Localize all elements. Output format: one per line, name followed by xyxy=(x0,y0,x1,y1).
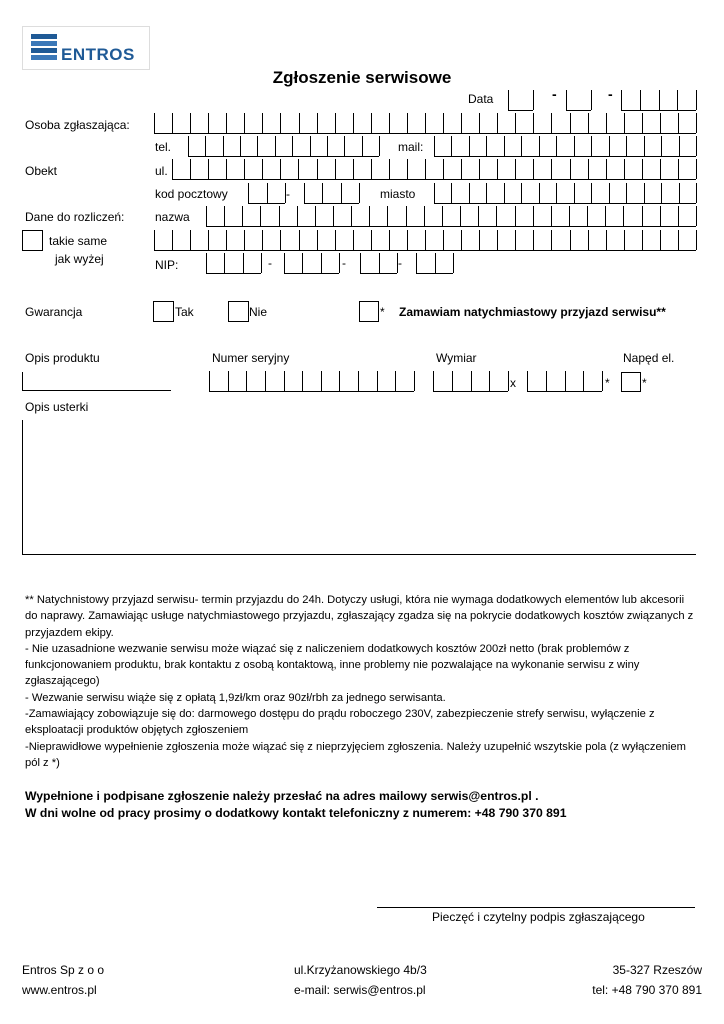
cell-divider xyxy=(395,371,396,391)
cell-divider xyxy=(515,113,516,133)
cell-divider xyxy=(284,371,285,391)
cell-divider xyxy=(425,159,426,179)
cell-divider xyxy=(379,253,380,273)
cell-divider xyxy=(551,159,552,179)
cell-divider xyxy=(377,371,378,391)
cell-divider xyxy=(570,159,571,179)
date-label: Data xyxy=(468,92,494,106)
cell-divider xyxy=(414,371,415,391)
dimension-width-field[interactable] xyxy=(433,371,508,392)
logo-mark-icon xyxy=(31,34,57,62)
cell-divider xyxy=(358,371,359,391)
dimension-label: Wymiar xyxy=(436,351,477,365)
postal-sep: - xyxy=(286,187,290,201)
cell-divider xyxy=(262,230,263,250)
cell-divider xyxy=(696,206,697,226)
cell-divider xyxy=(626,136,627,156)
cell-divider xyxy=(591,183,592,203)
cell-divider xyxy=(642,206,643,226)
cell-divider xyxy=(244,113,245,133)
cell-divider xyxy=(497,159,498,179)
signature-line[interactable] xyxy=(377,907,695,908)
fault-label: Opis usterki xyxy=(25,400,89,414)
footer-phone: tel: +48 790 370 891 xyxy=(592,983,702,997)
cell-divider xyxy=(261,253,262,273)
mail-label: mail: xyxy=(398,140,424,154)
warranty-no-label: Nie xyxy=(249,305,268,319)
city-field[interactable] xyxy=(434,183,696,204)
warranty-label: Gwarancja xyxy=(25,305,83,319)
cell-divider xyxy=(624,230,625,250)
nip-label: NIP: xyxy=(155,258,179,272)
cell-divider xyxy=(574,183,575,203)
nip-sep: - xyxy=(342,256,346,270)
cell-divider xyxy=(435,253,436,273)
dimension-x: x xyxy=(510,376,516,390)
cell-divider xyxy=(539,136,540,156)
cell-divider xyxy=(244,230,245,250)
cell-divider xyxy=(224,253,225,273)
cell-divider xyxy=(425,113,426,133)
footer-website[interactable]: www.entros.pl xyxy=(22,983,97,997)
notes xyxy=(25,592,697,771)
cell-divider xyxy=(407,113,408,133)
date-sep: - xyxy=(608,86,613,102)
warranty-yes-checkbox[interactable] xyxy=(153,301,174,322)
postal-field-1[interactable] xyxy=(248,183,285,204)
cell-divider xyxy=(389,230,390,250)
cell-divider xyxy=(551,113,552,133)
cell-divider xyxy=(317,113,318,133)
cell-divider xyxy=(587,206,588,226)
billing-label: Dane do rozliczeń: xyxy=(25,210,125,224)
cell-divider xyxy=(678,206,679,226)
same-as-above-label: takie same xyxy=(49,234,108,248)
cell-divider xyxy=(302,371,303,391)
cell-divider xyxy=(678,113,679,133)
cell-divider xyxy=(504,136,505,156)
cell-divider xyxy=(335,159,336,179)
cell-divider xyxy=(242,206,243,226)
cell-divider xyxy=(335,230,336,250)
cell-divider xyxy=(642,230,643,250)
cell-divider xyxy=(224,206,225,226)
cell-divider xyxy=(425,230,426,250)
cell-divider xyxy=(407,230,408,250)
postal-field-2[interactable] xyxy=(304,183,359,204)
street-field[interactable] xyxy=(172,159,696,180)
cell-divider xyxy=(387,206,388,226)
cell-divider xyxy=(461,113,462,133)
cell-divider xyxy=(679,136,680,156)
warranty-yes-label: Tak xyxy=(175,305,194,319)
cell-divider xyxy=(335,113,336,133)
cell-divider xyxy=(208,113,209,133)
cell-divider xyxy=(172,113,173,133)
cell-divider xyxy=(508,371,509,391)
cell-divider xyxy=(369,206,370,226)
cell-divider xyxy=(606,113,607,133)
cell-divider xyxy=(265,371,266,391)
cell-divider xyxy=(351,206,352,226)
cell-divider xyxy=(659,90,660,110)
express-star: * xyxy=(380,305,385,319)
street-label: ul. xyxy=(155,164,168,178)
cell-divider xyxy=(371,230,372,250)
mail-field[interactable] xyxy=(434,136,696,157)
express-service-label: Zamawiam natychmiastowy przyjazd serwisu** xyxy=(399,305,666,319)
nip-sep: - xyxy=(398,256,402,270)
cell-divider xyxy=(460,206,461,226)
cell-divider xyxy=(267,183,268,203)
cell-divider xyxy=(660,230,661,250)
product-desc-field[interactable] xyxy=(22,390,171,391)
cell-divider xyxy=(190,159,191,179)
cell-divider xyxy=(297,206,298,226)
nip-field-4[interactable] xyxy=(416,253,453,274)
cell-divider xyxy=(479,159,480,179)
cell-divider xyxy=(353,159,354,179)
cell-divider xyxy=(469,136,470,156)
cell-divider xyxy=(280,113,281,133)
cell-divider xyxy=(624,113,625,133)
reporter-name-field[interactable] xyxy=(154,113,696,134)
cell-divider xyxy=(406,206,407,226)
cell-divider xyxy=(226,159,227,179)
cell-divider xyxy=(606,159,607,179)
cell-divider xyxy=(606,230,607,250)
cell-divider xyxy=(315,206,316,226)
cell-divider xyxy=(389,159,390,179)
tel-field[interactable] xyxy=(188,136,379,157)
warranty-no-checkbox[interactable] xyxy=(228,301,249,322)
cell-divider xyxy=(321,253,322,273)
cell-divider xyxy=(602,371,603,391)
footer-company: Entros Sp z o o xyxy=(22,963,105,977)
cell-divider xyxy=(521,136,522,156)
cell-divider xyxy=(696,113,697,133)
cell-divider xyxy=(443,230,444,250)
same-as-above-checkbox[interactable] xyxy=(22,230,43,251)
cell-divider xyxy=(379,136,380,156)
cell-divider xyxy=(533,230,534,250)
cell-divider xyxy=(208,159,209,179)
cell-divider xyxy=(533,90,534,110)
cell-divider xyxy=(660,206,661,226)
cell-divider xyxy=(640,90,641,110)
product-desc-label: Opis produktu xyxy=(25,351,100,365)
cell-divider xyxy=(696,159,697,179)
cell-divider xyxy=(262,113,263,133)
cell-divider xyxy=(302,253,303,273)
cell-divider xyxy=(496,206,497,226)
cell-divider xyxy=(551,230,552,250)
cell-divider xyxy=(424,206,425,226)
cell-divider xyxy=(469,183,470,203)
serial-label: Numer seryjny xyxy=(212,351,290,365)
cell-divider xyxy=(471,371,472,391)
footer-right xyxy=(592,960,702,1000)
logo-brand: ENTROS xyxy=(61,45,135,64)
cell-divider xyxy=(257,136,258,156)
cell-divider xyxy=(339,253,340,273)
date-day-field[interactable] xyxy=(508,90,533,111)
cell-divider xyxy=(407,159,408,179)
cell-divider xyxy=(533,159,534,179)
cell-divider xyxy=(533,206,534,226)
cell-divider xyxy=(642,159,643,179)
cell-divider xyxy=(262,159,263,179)
cell-divider xyxy=(226,230,227,250)
cell-divider xyxy=(677,90,678,110)
cell-divider xyxy=(679,183,680,203)
cell-divider xyxy=(546,371,547,391)
cell-divider xyxy=(624,159,625,179)
cell-divider xyxy=(443,113,444,133)
cell-divider xyxy=(623,206,624,226)
cell-divider xyxy=(341,183,342,203)
footer-center xyxy=(294,960,427,1000)
nip-sep: - xyxy=(268,256,272,270)
cell-divider xyxy=(565,371,566,391)
cell-divider xyxy=(660,113,661,133)
cell-divider xyxy=(292,136,293,156)
cell-divider xyxy=(556,136,557,156)
cell-divider xyxy=(588,113,589,133)
cell-divider xyxy=(344,136,345,156)
cell-divider xyxy=(570,230,571,250)
cell-divider xyxy=(322,183,323,203)
cell-divider xyxy=(279,206,280,226)
cell-divider xyxy=(696,136,697,156)
signature-label: Pieczęć i czytelny podpis zgłaszającego xyxy=(432,910,645,924)
cell-divider xyxy=(461,230,462,250)
cell-divider xyxy=(678,230,679,250)
footer-city: 35-327 Rzeszów xyxy=(612,963,702,977)
billing-name-label: nazwa xyxy=(155,210,190,224)
cell-divider xyxy=(609,136,610,156)
cell-divider xyxy=(583,371,584,391)
drive-checkbox[interactable] xyxy=(621,372,641,392)
cell-divider xyxy=(451,183,452,203)
cell-divider xyxy=(321,371,322,391)
cell-divider xyxy=(696,90,697,110)
cell-divider xyxy=(280,230,281,250)
cell-divider xyxy=(228,371,229,391)
dimension-star: * xyxy=(605,376,610,390)
date-sep: - xyxy=(552,86,557,102)
footer-left xyxy=(22,960,104,1000)
cell-divider xyxy=(333,206,334,226)
fault-description-textarea[interactable] xyxy=(22,420,696,555)
cell-divider xyxy=(515,206,516,226)
nip-field-1[interactable] xyxy=(206,253,261,274)
cell-divider xyxy=(260,206,261,226)
cell-divider xyxy=(353,113,354,133)
cell-divider xyxy=(478,206,479,226)
cell-divider xyxy=(521,183,522,203)
instructions xyxy=(25,788,697,822)
cell-divider xyxy=(280,159,281,179)
instruction-line: W dni wolne od pracy prosimy o dodatkowy kontakt telefoniczny z numerem: +48 790 370 891 xyxy=(25,806,567,820)
cell-divider xyxy=(443,159,444,179)
object-label: Obekt xyxy=(25,164,58,178)
dimension-height-field[interactable] xyxy=(527,371,602,392)
serial-field[interactable] xyxy=(209,371,414,392)
cell-divider xyxy=(240,136,241,156)
cell-divider xyxy=(588,230,589,250)
cell-divider xyxy=(244,159,245,179)
express-service-checkbox[interactable] xyxy=(359,301,379,322)
cell-divider xyxy=(299,113,300,133)
cell-divider xyxy=(275,136,276,156)
note-item: -Zamawiający zobowiązuje się do: darmowego dostępu do prądu roboczego 230V, zabezpieczenie strefy serwisu, wyłączenie z eksploatacji produktów objętych zgłoszeniem xyxy=(25,708,655,737)
postal-label: kod pocztowy xyxy=(155,187,228,201)
cell-divider xyxy=(515,159,516,179)
cell-divider xyxy=(533,113,534,133)
cell-divider xyxy=(371,159,372,179)
cell-divider xyxy=(172,230,173,250)
note-item: ** Natychnistowy przyjazd serwisu- termin przyjazdu do 24h. Dotyczy usługi, która nie wymaga dodatkowych elementów lub akcesorii do naprawy. Zamawiając usługe natychmiastowego przyjazdu, zgłaszający zgadza się na pokrycie dodatkowych kosztów związanych z przyjazdem ekipy. xyxy=(25,594,694,639)
cell-divider xyxy=(504,183,505,203)
cell-divider xyxy=(479,113,480,133)
billing-name-field-2[interactable] xyxy=(154,230,696,251)
cell-divider xyxy=(644,136,645,156)
reporter-label: Osoba zgłaszająca: xyxy=(25,118,130,132)
cell-divider xyxy=(660,159,661,179)
cell-divider xyxy=(190,230,191,250)
cell-divider xyxy=(359,183,360,203)
cell-divider xyxy=(208,230,209,250)
product-desc-field-left xyxy=(22,372,23,391)
billing-name-field[interactable] xyxy=(206,206,696,227)
cell-divider xyxy=(479,230,480,250)
note-item: -Nieprawidłowe wypełnienie zgłoszenia może wiązać się z nieprzyjęciem zgłoszenia. Należy uzupełnić wszytskie pola (z wyłączeniem pól z *) xyxy=(25,740,686,769)
cell-divider xyxy=(299,230,300,250)
cell-divider xyxy=(644,183,645,203)
cell-divider xyxy=(591,136,592,156)
cell-divider xyxy=(605,206,606,226)
cell-divider xyxy=(642,113,643,133)
cell-divider xyxy=(317,159,318,179)
cell-divider xyxy=(226,113,227,133)
footer-email[interactable]: e-mail: serwis@entros.pl xyxy=(294,983,426,997)
cell-divider xyxy=(551,206,552,226)
cell-divider xyxy=(317,230,318,250)
footer-address: ul.Krzyżanowskiego 4b/3 xyxy=(294,963,427,977)
city-label: miasto xyxy=(380,187,416,201)
nip-field-3[interactable] xyxy=(360,253,397,274)
cell-divider xyxy=(661,136,662,156)
cell-divider xyxy=(205,136,206,156)
cell-divider xyxy=(453,253,454,273)
same-as-above-label-2: jak wyżej xyxy=(55,252,104,266)
logo xyxy=(22,26,150,70)
cell-divider xyxy=(339,371,340,391)
drive-label: Napęd el. xyxy=(623,351,675,365)
cell-divider xyxy=(569,206,570,226)
cell-divider xyxy=(243,253,244,273)
cell-divider xyxy=(588,159,589,179)
page-title: Zgłoszenie serwisowe xyxy=(272,68,452,87)
cell-divider xyxy=(497,230,498,250)
cell-divider xyxy=(609,183,610,203)
cell-divider xyxy=(486,136,487,156)
cell-divider xyxy=(539,183,540,203)
cell-divider xyxy=(626,183,627,203)
cell-divider xyxy=(591,90,592,110)
cell-divider xyxy=(486,183,487,203)
cell-divider xyxy=(190,113,191,133)
cell-divider xyxy=(327,136,328,156)
cell-divider xyxy=(461,159,462,179)
note-item: - Nie uzasadnione wezwanie serwisu może wiązać się z naliczeniem dodatkowych kosztów 200zł netto (brak problemów z funkcjonowaniem produktu, brak kontaktu z osobą kontaktową, inne problemy nie pozwalające na wykonanie serwisu z winy zgłaszającego) xyxy=(25,642,640,688)
cell-divider xyxy=(570,113,571,133)
cell-divider xyxy=(371,113,372,133)
cell-divider xyxy=(310,136,311,156)
nip-field-2[interactable] xyxy=(284,253,339,274)
cell-divider xyxy=(678,159,679,179)
cell-divider xyxy=(452,371,453,391)
cell-divider xyxy=(696,230,697,250)
tel-label: tel. xyxy=(155,140,172,154)
cell-divider xyxy=(661,183,662,203)
cell-divider xyxy=(298,159,299,179)
cell-divider xyxy=(362,136,363,156)
cell-divider xyxy=(353,230,354,250)
cell-divider xyxy=(696,183,697,203)
cell-divider xyxy=(389,113,390,133)
date-month-field[interactable] xyxy=(566,90,591,111)
cell-divider xyxy=(451,136,452,156)
cell-divider xyxy=(223,136,224,156)
drive-star: * xyxy=(642,376,647,390)
cell-divider xyxy=(442,206,443,226)
cell-divider xyxy=(246,371,247,391)
instruction-line: Wypełnione i podpisane zgłoszenie należy przesłać na adres mailowy serwis@entros.pl . xyxy=(25,789,539,803)
cell-divider xyxy=(574,136,575,156)
cell-divider xyxy=(556,183,557,203)
note-item: - Wezwanie serwisu wiąże się z opłatą 1,9zł/km oraz 90zł/rbh za jednego serwisanta. xyxy=(25,691,446,704)
cell-divider xyxy=(489,371,490,391)
cell-divider xyxy=(515,230,516,250)
date-year-field[interactable] xyxy=(621,90,696,111)
cell-divider xyxy=(497,113,498,133)
